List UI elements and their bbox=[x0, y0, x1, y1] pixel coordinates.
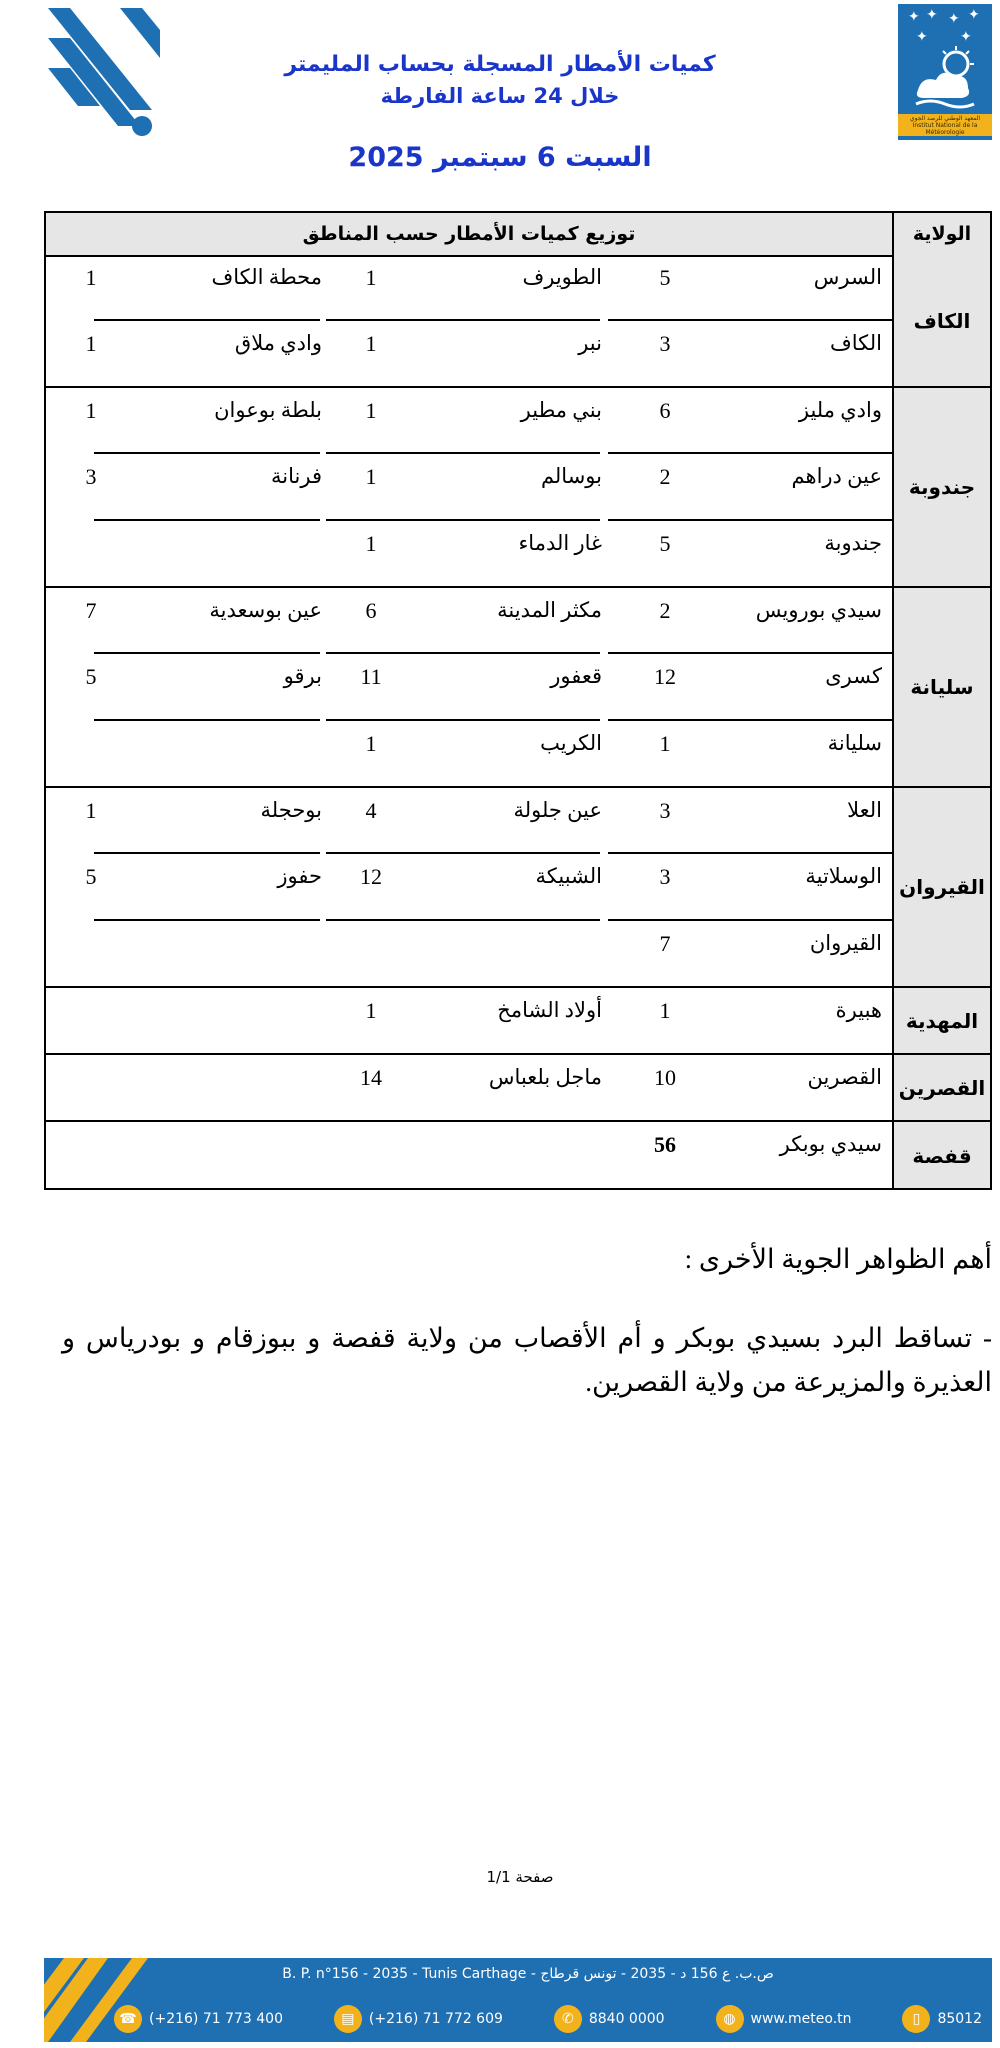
rain-value: 3 bbox=[659, 864, 671, 889]
table-row bbox=[46, 388, 892, 454]
station-name: الكاف bbox=[830, 331, 882, 355]
station-name: وادي مليز bbox=[798, 398, 882, 422]
rain-value: 5 bbox=[659, 531, 671, 556]
rain-value: 5 bbox=[85, 664, 97, 689]
table-row bbox=[46, 721, 892, 788]
stripes-logo-icon bbox=[40, 0, 160, 140]
footer-address: B. P. n°156 - 2035 - Tunis Carthage - ص.ب. ع 156 د - 2035 - تونس قرطاج bbox=[282, 1966, 774, 1982]
report-date: السبت 6 سبتمبر 2025 bbox=[348, 142, 652, 173]
rain-value: 1 bbox=[365, 998, 377, 1023]
station-name: أولاد الشامخ bbox=[497, 998, 602, 1022]
rain-value: 4 bbox=[365, 798, 377, 823]
footer-phone-3: ✆ 8840 0000 bbox=[554, 2005, 665, 2033]
page-subtitle: خلال 24 ساعة الفارطة bbox=[380, 84, 620, 108]
station-name: ماجل بلعباس bbox=[488, 1065, 602, 1089]
station-name: الكريب bbox=[540, 731, 602, 755]
station-name: وادي ملاق bbox=[234, 331, 322, 355]
table-row bbox=[46, 1122, 892, 1188]
rain-value: 3 bbox=[659, 798, 671, 823]
governorate-cell: الكاف bbox=[894, 255, 990, 388]
rain-value: 1 bbox=[365, 265, 377, 290]
page-number: صفحة 1/1 bbox=[486, 1868, 554, 1886]
rain-value: 12 bbox=[360, 864, 382, 889]
table-row bbox=[46, 654, 892, 721]
station-name: سليانة bbox=[827, 731, 882, 755]
station-name: سيدي بوبكر bbox=[779, 1132, 882, 1156]
rain-value: 7 bbox=[659, 931, 671, 956]
governorate-cell: سليانة bbox=[894, 588, 990, 788]
rain-value: 6 bbox=[659, 398, 671, 423]
handset-icon: ✆ bbox=[554, 2005, 582, 2033]
rain-value: 3 bbox=[659, 331, 671, 356]
rain-value: 5 bbox=[659, 265, 671, 290]
table-row bbox=[46, 521, 892, 588]
table-header bbox=[46, 213, 990, 257]
station-name: برقو bbox=[283, 664, 322, 688]
footer-short-number: ▯ 85012 bbox=[902, 2005, 982, 2033]
rain-value: 1 bbox=[659, 731, 671, 756]
star-icon: ✦ bbox=[908, 9, 920, 25]
star-icon: ✦ bbox=[926, 7, 938, 23]
station-name: قعفور bbox=[550, 664, 602, 688]
fax-icon: ▤ bbox=[334, 2005, 362, 2033]
station-name: كسرى bbox=[825, 664, 882, 688]
mobile-icon: ▯ bbox=[902, 2005, 930, 2033]
rain-value: 12 bbox=[654, 664, 676, 689]
rain-value: 14 bbox=[360, 1065, 382, 1090]
station-name: عين بوسعدية bbox=[209, 598, 322, 622]
station-name: غار الدماء bbox=[518, 531, 602, 555]
table-row bbox=[46, 921, 892, 988]
station-name: حفوز bbox=[277, 864, 322, 888]
station-name: سيدي بورويس bbox=[755, 598, 882, 622]
star-icon: ✦ bbox=[916, 29, 928, 45]
station-name: جندوبة bbox=[824, 531, 882, 555]
rain-value: 2 bbox=[659, 464, 671, 489]
station-name: السرس bbox=[813, 265, 882, 289]
notes-body: - تساقط البرد بسيدي بوبكر و أم الأقصاب من ولاية قفصة و ببوزقام و بودرياس و العذيرة والمزيرعة من ولاية القصرين. bbox=[62, 1323, 992, 1397]
station-name: القصرين bbox=[807, 1065, 882, 1089]
station-name: العلا bbox=[847, 798, 882, 822]
globe-icon: ◍ bbox=[716, 2005, 744, 2033]
station-name: الوسلاتية bbox=[805, 864, 882, 888]
rain-value: 11 bbox=[360, 664, 382, 689]
rain-value: 1 bbox=[365, 531, 377, 556]
footer-phone-2: ▤ (+216) 71 772 609 bbox=[334, 2005, 503, 2033]
station-name: محطة الكاف bbox=[211, 265, 322, 289]
rain-value: 1 bbox=[365, 331, 377, 356]
station-name: بوحجلة bbox=[260, 798, 322, 822]
sun-cloud-emblem-icon bbox=[912, 46, 978, 112]
rain-value: 5 bbox=[85, 864, 97, 889]
rain-value: 1 bbox=[85, 265, 97, 290]
notes-heading: أهم الظواهر الجوية الأخرى : bbox=[684, 1244, 992, 1274]
rainfall-table bbox=[44, 211, 992, 1190]
footer bbox=[44, 1958, 992, 2042]
station-name: مكثر المدينة bbox=[497, 598, 602, 622]
station-name: بوسالم bbox=[540, 464, 602, 488]
star-icon: ✦ bbox=[968, 7, 980, 23]
rain-value: 1 bbox=[365, 398, 377, 423]
governorate-cell: القصرين bbox=[894, 1055, 990, 1122]
rain-value: 1 bbox=[659, 998, 671, 1023]
station-name: عين جلولة bbox=[513, 798, 602, 822]
table-row bbox=[46, 454, 892, 521]
governorate-cell: القيروان bbox=[894, 788, 990, 988]
rain-value: 1 bbox=[365, 464, 377, 489]
station-name: هبيرة bbox=[835, 998, 882, 1022]
station-name: الشبيكة bbox=[535, 864, 602, 888]
table-row bbox=[46, 321, 892, 388]
footer-website[interactable]: ◍ www.meteo.tn bbox=[716, 2005, 852, 2033]
inm-logo bbox=[898, 4, 992, 140]
header-distribution: توزيع كميات الأمطار حسب المناطق bbox=[302, 223, 636, 245]
table-row bbox=[46, 788, 892, 854]
rain-value: 1 bbox=[85, 798, 97, 823]
station-name: فرنانة bbox=[271, 464, 322, 488]
governorate-column bbox=[892, 255, 990, 1188]
governorate-cell: المهدية bbox=[894, 988, 990, 1055]
star-icon: ✦ bbox=[948, 11, 960, 27]
rain-value: 3 bbox=[85, 464, 97, 489]
table-row bbox=[46, 255, 892, 321]
star-icon: ✦ bbox=[960, 29, 972, 45]
station-name: الطويرف bbox=[522, 265, 602, 289]
station-name: عين دراهم bbox=[791, 464, 882, 488]
page-title: كميات الأمطار المسجلة بحساب المليمتر bbox=[284, 52, 716, 77]
table-row bbox=[46, 1055, 892, 1122]
rain-value: 10 bbox=[654, 1065, 676, 1090]
rain-value: 2 bbox=[659, 598, 671, 623]
rain-value: 6 bbox=[365, 598, 377, 623]
station-name: نبر bbox=[578, 331, 602, 355]
rain-value: 1 bbox=[85, 331, 97, 356]
governorate-cell: جندوبة bbox=[894, 388, 990, 588]
station-name: بلطة بوعوان bbox=[214, 398, 322, 422]
rain-value: 1 bbox=[85, 398, 97, 423]
station-name: القيروان bbox=[809, 931, 882, 955]
table-row bbox=[46, 588, 892, 654]
table-row bbox=[46, 988, 892, 1055]
phone-icon: ☎ bbox=[114, 2005, 142, 2033]
header-wilaya: الولاية bbox=[892, 213, 990, 255]
table-row bbox=[46, 854, 892, 921]
rain-value: 1 bbox=[365, 731, 377, 756]
rain-value: 56 bbox=[654, 1132, 676, 1157]
logo-caption: المعهد الوطني للرصد الجوي Institut National de la Météorologie bbox=[898, 114, 992, 136]
station-name: بني مطير bbox=[520, 398, 602, 422]
governorate-cell: قفصة bbox=[912, 1144, 972, 1168]
footer-phone-1: ☎ (+216) 71 773 400 bbox=[114, 2005, 283, 2033]
rain-value: 7 bbox=[85, 598, 97, 623]
